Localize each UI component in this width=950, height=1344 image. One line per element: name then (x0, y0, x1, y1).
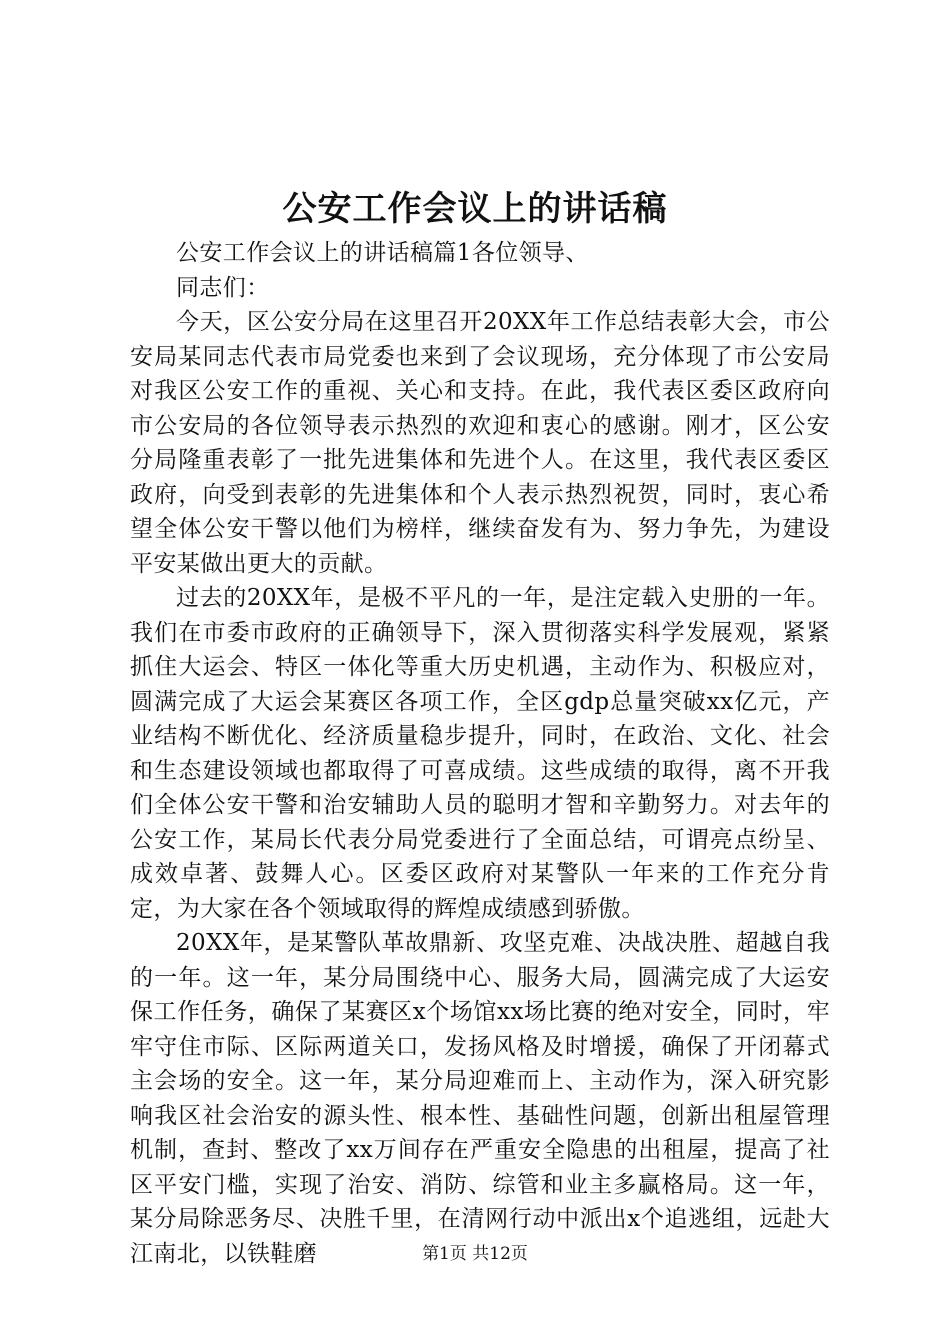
paragraph-opening: 今天，区公安分局在这里召开20XX年工作总结表彰大会，市公安局某同志代表市局党委也来到了会议现场，充分体现了市公安局对我区公安工作的重视、关心和支持。在此，我代表区委区政府向市公安局的各位领导表示热烈的欢迎和衷心的感谢。刚才，区公安分局隆重表彰了一批先进集体和先进个人。在这里，我代表区委区政府，向受到表彰的先进集体和个人表示热烈祝贺，同时，衷心希望全体公安干警以他们为榜样，继续奋发有为、努力争先，为建设平安某做出更大的贡献。 (130, 309, 830, 577)
paragraph-police-work: 20XX年，是某警队革故鼎新、攻坚克难、决战决胜、超越自我的一年。这一年，某分局围绕中心、服务大局，圆满完成了大运安保工作任务，确保了某赛区x个场馆xx场比赛的绝对安全，同时，牢牢守住市际、区际两道关口，发扬风格及时增援，确保了开闭幕式主会场的安全。这一年，某分局迎难而上、主动作为，深入研究影响我区社会治安的源头性、根本性、基础性问题，创新出租屋管理机制，查封、整改了xx万间存在严重安全隐患的出租屋，提高了社区平安门槛，实现了治安、消防、综管和业主多赢格局。这一年，某分局除恶务尽、决胜千里，在清网行动中派出x个追逃组，远赴大江南北，以铁鞋磨 (130, 930, 830, 1267)
page-number-footer: 第1页 共12页 (422, 1244, 528, 1264)
paragraph-intro: 公安工作会议上的讲话稿篇1各位领导、 (176, 240, 589, 266)
paragraph-salutation: 同志们： (176, 274, 270, 301)
document-title: 公安工作会议上的讲话稿 (282, 189, 668, 229)
document-body (130, 236, 830, 1271)
paragraph-past-year: 过去的20XX年，是极不平凡的一年，是注定载入史册的一年。我们在市委市政府的正确领导下，深入贯彻落实科学发展观，紧紧抓住大运会、特区一体化等重大历史机遇，主动作为、积极应对，圆满完成了大运会某赛区各项工作，全区gdp总量突破xx亿元，产业结构不断优化、经济质量稳步提升，同时，在政治、文化、社会和生态建设领域也都取得了可喜成绩。这些成绩的取得，离不开我们全体公安干警和治安辅助人员的聪明才智和辛勤努力。对去年的公安工作，某局长代表分局党委进行了全面总结，可谓亮点纷呈、成效卓著、鼓舞人心。区委区政府对某警队一年来的工作充分肯定，为大家在各个领域取得的辉煌成绩感到骄傲。 (130, 585, 830, 922)
